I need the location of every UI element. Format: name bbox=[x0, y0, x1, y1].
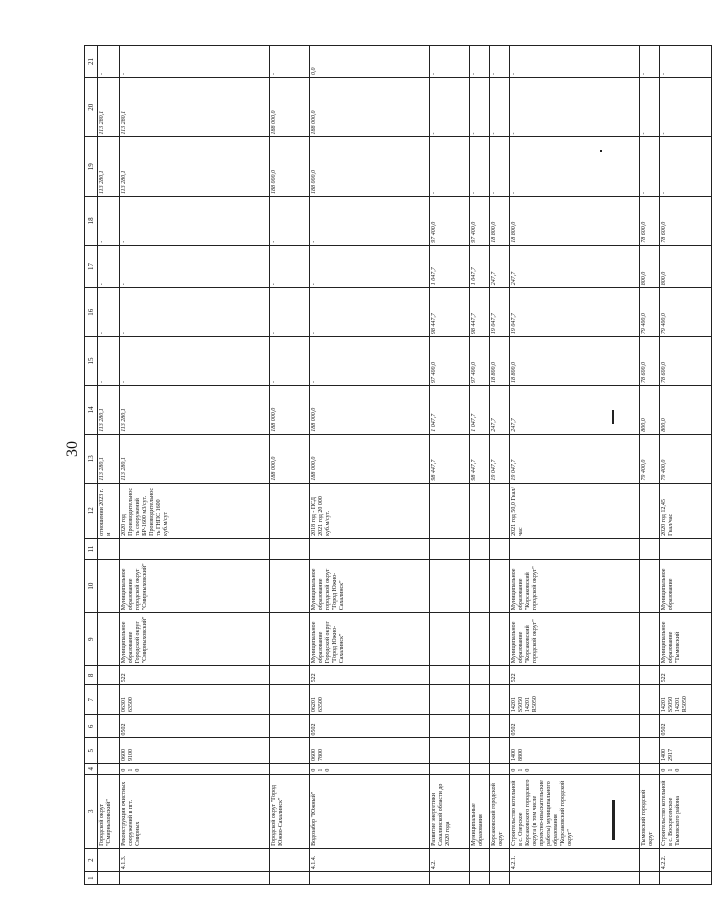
table-cell-4 bbox=[98, 763, 120, 774]
table-cell-2 bbox=[470, 848, 490, 871]
column-header: 7 bbox=[85, 685, 98, 715]
table-cell-21: - bbox=[470, 46, 490, 78]
table-cell-9 bbox=[98, 613, 120, 666]
table-cell-18: 97 400,0 bbox=[470, 196, 490, 245]
column-header: 16 bbox=[85, 288, 98, 337]
table-cell-21: - bbox=[98, 46, 120, 78]
table-cell-2 bbox=[640, 848, 660, 871]
table-cell-13: 98 447,7 bbox=[470, 434, 490, 483]
table-cell-19: 188 000,0 bbox=[270, 137, 310, 196]
table-cell-11 bbox=[120, 538, 270, 559]
table-cell-18: 78 600,0 bbox=[660, 196, 712, 245]
table-cell-15: 18 800,0 bbox=[490, 337, 510, 386]
table-cell-10 bbox=[98, 560, 120, 613]
column-header: 6 bbox=[85, 715, 98, 738]
table-cell-3: Городской округ "Город Южно-Сахалинск" bbox=[270, 774, 310, 848]
table-cell-7: 14201 S5050 14201 R5050 bbox=[510, 685, 640, 715]
table-cell-17: - bbox=[270, 245, 310, 287]
column-header: 3 bbox=[85, 774, 98, 848]
table-cell-3: Строительство котельной в с. Воскресенское Тымовского района bbox=[660, 774, 712, 848]
table-cell-6 bbox=[430, 715, 470, 738]
table-cell-16: 98 447,7 bbox=[470, 288, 490, 337]
table-cell-1 bbox=[640, 872, 660, 885]
table-cell-7 bbox=[640, 685, 660, 715]
table-cell-9 bbox=[640, 613, 660, 666]
table-cell-19: 113 280,1 bbox=[98, 137, 120, 196]
table-cell-16: - bbox=[98, 288, 120, 337]
table-cell-20: - bbox=[430, 78, 470, 137]
table-cell-15: - bbox=[98, 337, 120, 386]
table-cell-3: Корсаковский городской округ bbox=[490, 774, 510, 848]
table-cell-8: 522 bbox=[510, 666, 640, 685]
column-header: 2 bbox=[85, 848, 98, 871]
table-cell-8: 522 bbox=[120, 666, 270, 685]
table-cell-10: Муниципальное образование городской округ "Город Южно-Сахалинск" bbox=[310, 560, 430, 613]
table-cell-3: Городской округ "Смирныховский" bbox=[98, 774, 120, 848]
column-header: 10 bbox=[85, 560, 98, 613]
table-cell-17: 1 047,7 bbox=[470, 245, 490, 287]
table-cell-11 bbox=[640, 538, 660, 559]
table-cell-17: - bbox=[98, 245, 120, 287]
table-cell-8 bbox=[640, 666, 660, 685]
table-cell-19: - bbox=[430, 137, 470, 196]
table-cell-1 bbox=[430, 872, 470, 885]
table-cell-19: 188 000,0 bbox=[310, 137, 430, 196]
table-cell-6 bbox=[640, 715, 660, 738]
column-header: 8 bbox=[85, 666, 98, 685]
table-cell-19: 113 280,1 bbox=[120, 137, 270, 196]
table-cell-7 bbox=[490, 685, 510, 715]
table-cell-7 bbox=[430, 685, 470, 715]
table-cell-21: - bbox=[270, 46, 310, 78]
table-cell-21: - bbox=[430, 46, 470, 78]
table-cell-12: 2020 год Производительность сооружений БР-1600 м3/сут. Производительность ГНПС 1600 куб.м/сут bbox=[120, 483, 270, 538]
table-cell-1 bbox=[510, 872, 640, 885]
table-cell-14: 800,0 bbox=[660, 385, 712, 434]
table-cell-9 bbox=[430, 613, 470, 666]
table-cell-17: 800,0 bbox=[660, 245, 712, 287]
table-cell-6 bbox=[98, 715, 120, 738]
table-cell-3: Тымовский городской округ bbox=[640, 774, 660, 848]
table-cell-15: 78 600,0 bbox=[660, 337, 712, 386]
table-cell-3: Водозабор "Южный" bbox=[310, 774, 430, 848]
budget-table bbox=[84, 45, 712, 885]
table-cell-4: 0 1 0 bbox=[120, 763, 270, 774]
table-cell-1 bbox=[660, 872, 712, 885]
table-cell-3: Строительство котельной в с. Озерское Корсаковского городского округа (в том числе проектно-изыскательские работы) муниципального образования "Корсаковский городской округ" bbox=[510, 774, 640, 848]
table-cell-1 bbox=[98, 872, 120, 885]
column-header: 20 bbox=[85, 78, 98, 137]
table-cell-12 bbox=[270, 483, 310, 538]
table-cell-12 bbox=[430, 483, 470, 538]
table-cell-6: 0502 bbox=[310, 715, 430, 738]
table-cell-8 bbox=[270, 666, 310, 685]
table-cell-11 bbox=[660, 538, 712, 559]
table-cell-9: Муниципальное образование "Корсаковский городской округ" bbox=[510, 613, 640, 666]
table-cell-6 bbox=[270, 715, 310, 738]
table-cell-16: 19 047,7 bbox=[510, 288, 640, 337]
table-cell-7 bbox=[470, 685, 490, 715]
table-cell-13: 79 400,0 bbox=[640, 434, 660, 483]
table-cell-5 bbox=[470, 738, 490, 763]
table-cell-16: 19 047,7 bbox=[490, 288, 510, 337]
table-cell-12: 2018 год - ПСД 2021 год 20 000 куб.м/сут. bbox=[310, 483, 430, 538]
table-cell-4: 0 1 0 bbox=[310, 763, 430, 774]
table-cell-17: - bbox=[310, 245, 430, 287]
column-header: 19 bbox=[85, 137, 98, 196]
table-cell-5: 0600 7800 bbox=[310, 738, 430, 763]
table-cell-6: 0502 bbox=[510, 715, 640, 738]
table-cell-17: 1 047,7 bbox=[430, 245, 470, 287]
table-cell-3: Развитие энергетики Сахалинской области до 2020 года bbox=[430, 774, 470, 848]
table-cell-8 bbox=[98, 666, 120, 685]
column-header: 17 bbox=[85, 245, 98, 287]
table-cell-12: отношении 2023 г. и bbox=[98, 483, 120, 538]
table-cell-13: 19 047,7 bbox=[490, 434, 510, 483]
column-header: 13 bbox=[85, 434, 98, 483]
table-cell-3: Муниципальные образования bbox=[470, 774, 490, 848]
table-row bbox=[270, 46, 310, 885]
table-cell-4 bbox=[470, 763, 490, 774]
table-cell-13: 19 047,7 bbox=[510, 434, 640, 483]
table-cell-21: - bbox=[490, 46, 510, 78]
table-row bbox=[120, 46, 270, 885]
column-header: 5 bbox=[85, 738, 98, 763]
column-header: 9 bbox=[85, 613, 98, 666]
table-cell-18: - bbox=[120, 196, 270, 245]
table-cell-1 bbox=[270, 872, 310, 885]
table-cell-16: 79 400,0 bbox=[660, 288, 712, 337]
table-cell-21: - bbox=[660, 46, 712, 78]
table-cell-17: 800,0 bbox=[640, 245, 660, 287]
table-cell-10: Муниципальное образование городской округ "Смирныховский" bbox=[120, 560, 270, 613]
table-cell-15: 78 600,0 bbox=[640, 337, 660, 386]
column-header: 4 bbox=[85, 763, 98, 774]
table-cell-19: - bbox=[470, 137, 490, 196]
table-cell-3: Реконструкция очистных сооружений в пгт. Смирных bbox=[120, 774, 270, 848]
table-cell-15: - bbox=[120, 337, 270, 386]
table-cell-10: Муниципальное образование bbox=[660, 560, 712, 613]
column-header: 11 bbox=[85, 538, 98, 559]
table-cell-11 bbox=[98, 538, 120, 559]
table-cell-20: 113 280,1 bbox=[98, 78, 120, 137]
page-number: 30 bbox=[64, 441, 81, 457]
table-cell-5 bbox=[430, 738, 470, 763]
table-cell-8 bbox=[490, 666, 510, 685]
table-row bbox=[660, 46, 712, 885]
column-header: 12 bbox=[85, 483, 98, 538]
table-row bbox=[310, 46, 430, 885]
table-cell-15: - bbox=[270, 337, 310, 386]
table-cell-16: 79 400,0 bbox=[640, 288, 660, 337]
table-cell-14: 113 280,1 bbox=[98, 385, 120, 434]
table-cell-4 bbox=[270, 763, 310, 774]
table-cell-9: Муниципальное образование Городской округ "Смирныховский" bbox=[120, 613, 270, 666]
table-cell-11 bbox=[270, 538, 310, 559]
table-cell-21: - bbox=[510, 46, 640, 78]
table-cell-2 bbox=[98, 848, 120, 871]
table-cell-2 bbox=[270, 848, 310, 871]
table-cell-5 bbox=[490, 738, 510, 763]
table-cell-5: 0600 9100 bbox=[120, 738, 270, 763]
table-cell-12 bbox=[490, 483, 510, 538]
table-cell-17: 247,7 bbox=[510, 245, 640, 287]
table-cell-18: 18 800,0 bbox=[490, 196, 510, 245]
table-cell-13: 113 280,1 bbox=[120, 434, 270, 483]
table-cell-5 bbox=[640, 738, 660, 763]
table-cell-10 bbox=[270, 560, 310, 613]
table-cell-7: 06201 63500 bbox=[310, 685, 430, 715]
table-cell-20: - bbox=[660, 78, 712, 137]
table-cell-8: 522 bbox=[310, 666, 430, 685]
table-cell-16: 98 447,7 bbox=[430, 288, 470, 337]
table-cell-14: 113 280,1 bbox=[120, 385, 270, 434]
table-cell-9 bbox=[270, 613, 310, 666]
table-cell-2 bbox=[490, 848, 510, 871]
table-cell-2: 4.2. bbox=[430, 848, 470, 871]
table-cell-21: - bbox=[120, 46, 270, 78]
table-cell-8 bbox=[430, 666, 470, 685]
table-cell-11 bbox=[430, 538, 470, 559]
table-cell-15: - bbox=[310, 337, 430, 386]
table-cell-5 bbox=[270, 738, 310, 763]
table-row bbox=[470, 46, 490, 885]
table-cell-2: 4.1.4. bbox=[310, 848, 430, 871]
table-cell-8: 522 bbox=[660, 666, 712, 685]
table-cell-4 bbox=[640, 763, 660, 774]
column-header: 1 bbox=[85, 872, 98, 885]
table-cell-2: 4.1.3. bbox=[120, 848, 270, 871]
table-cell-9 bbox=[470, 613, 490, 666]
table-cell-6 bbox=[490, 715, 510, 738]
table-cell-11 bbox=[490, 538, 510, 559]
table-cell-16: - bbox=[270, 288, 310, 337]
table-cell-4: 0 1 0 bbox=[660, 763, 712, 774]
table-cell-18: 78 600,0 bbox=[640, 196, 660, 245]
table-cell-10 bbox=[640, 560, 660, 613]
table-cell-5: 1400 2917 bbox=[660, 738, 712, 763]
table-cell-18: 97 400,0 bbox=[430, 196, 470, 245]
table-cell-18: - bbox=[310, 196, 430, 245]
table-cell-2: 4.2.2. bbox=[660, 848, 712, 871]
table-cell-14: 1 047,7 bbox=[430, 385, 470, 434]
table-cell-1 bbox=[310, 872, 430, 885]
table-cell-20: - bbox=[640, 78, 660, 137]
table-row bbox=[510, 46, 640, 885]
table-cell-19: - bbox=[660, 137, 712, 196]
table-cell-5 bbox=[98, 738, 120, 763]
table-cell-13: 188 000,0 bbox=[270, 434, 310, 483]
table-cell-20: - bbox=[470, 78, 490, 137]
table-cell-10 bbox=[430, 560, 470, 613]
table-cell-12 bbox=[470, 483, 490, 538]
column-header: 21 bbox=[85, 46, 98, 78]
table-cell-11 bbox=[310, 538, 430, 559]
table-cell-9: Муниципальное образование Городской округ "Город Южно-Сахалинск" bbox=[310, 613, 430, 666]
table-cell-1 bbox=[120, 872, 270, 885]
column-header: 15 bbox=[85, 337, 98, 386]
table-cell-20: - bbox=[490, 78, 510, 137]
table-cell-6: 0502 bbox=[660, 715, 712, 738]
table-cell-20: 188 000,0 bbox=[310, 78, 430, 137]
table-cell-10 bbox=[490, 560, 510, 613]
header-row bbox=[85, 46, 98, 885]
table-row bbox=[98, 46, 120, 885]
table-cell-2: 4.2.1. bbox=[510, 848, 640, 871]
table-cell-13: 79 400,0 bbox=[660, 434, 712, 483]
table-cell-7: 14201 S5050 14201 R5050 bbox=[660, 685, 712, 715]
table-cell-4 bbox=[430, 763, 470, 774]
table-cell-17: 247,7 bbox=[490, 245, 510, 287]
table-cell-4 bbox=[490, 763, 510, 774]
rotated-table-wrapper bbox=[84, 45, 688, 885]
table-row bbox=[430, 46, 470, 885]
table-cell-21: - bbox=[640, 46, 660, 78]
table-cell-13: 98 447,7 bbox=[430, 434, 470, 483]
table-cell-13: 113 280,1 bbox=[98, 434, 120, 483]
table-cell-14: 1 047,7 bbox=[470, 385, 490, 434]
table-cell-11 bbox=[470, 538, 490, 559]
table-cell-19: - bbox=[490, 137, 510, 196]
table-cell-12: 2021 год 50,0 Гкал/час bbox=[510, 483, 640, 538]
table-cell-20: - bbox=[510, 78, 640, 137]
table-cell-14: 188 000,0 bbox=[310, 385, 430, 434]
table-cell-15: 97 400,0 bbox=[430, 337, 470, 386]
table-cell-16: - bbox=[310, 288, 430, 337]
table-cell-8 bbox=[470, 666, 490, 685]
table-cell-9 bbox=[490, 613, 510, 666]
table-cell-14: 247,7 bbox=[510, 385, 640, 434]
table-cell-10 bbox=[470, 560, 490, 613]
table-cell-14: 188 000,0 bbox=[270, 385, 310, 434]
table-cell-21: 0,0 bbox=[310, 46, 430, 78]
table-cell-18: 18 800,0 bbox=[510, 196, 640, 245]
table-cell-4: 0 1 0 bbox=[510, 763, 640, 774]
table-cell-19: - bbox=[640, 137, 660, 196]
table-row bbox=[490, 46, 510, 885]
table-cell-15: 97 400,0 bbox=[470, 337, 490, 386]
table-cell-1 bbox=[470, 872, 490, 885]
table-cell-10: Муниципальное образование "Корсаковский городской округ" bbox=[510, 560, 640, 613]
table-cell-7 bbox=[98, 685, 120, 715]
table-cell-15: 18 800,0 bbox=[510, 337, 640, 386]
table-cell-17: - bbox=[120, 245, 270, 287]
column-header: 14 bbox=[85, 385, 98, 434]
table-row bbox=[640, 46, 660, 885]
column-header: 18 bbox=[85, 196, 98, 245]
table-cell-6: 0502 bbox=[120, 715, 270, 738]
table-cell-12 bbox=[640, 483, 660, 538]
table-cell-1 bbox=[490, 872, 510, 885]
table-cell-6 bbox=[470, 715, 490, 738]
table-cell-9: Муниципальное образование "Тымовский bbox=[660, 613, 712, 666]
table-cell-13: 188 000,0 bbox=[310, 434, 430, 483]
table-cell-11 bbox=[510, 538, 640, 559]
table-cell-18: - bbox=[270, 196, 310, 245]
table-cell-5: 1400 8800 bbox=[510, 738, 640, 763]
table-cell-20: 188 000,0 bbox=[270, 78, 310, 137]
table-cell-20: 113 280,1 bbox=[120, 78, 270, 137]
table-cell-7 bbox=[270, 685, 310, 715]
table-cell-14: 800,0 bbox=[640, 385, 660, 434]
table-cell-7: 06301 63500 bbox=[120, 685, 270, 715]
table-cell-16: - bbox=[120, 288, 270, 337]
table-cell-14: 247,7 bbox=[490, 385, 510, 434]
table-cell-19: - bbox=[510, 137, 640, 196]
table-cell-12: 2020 год 12,45 Гкал/час bbox=[660, 483, 712, 538]
table-cell-18: - bbox=[98, 196, 120, 245]
